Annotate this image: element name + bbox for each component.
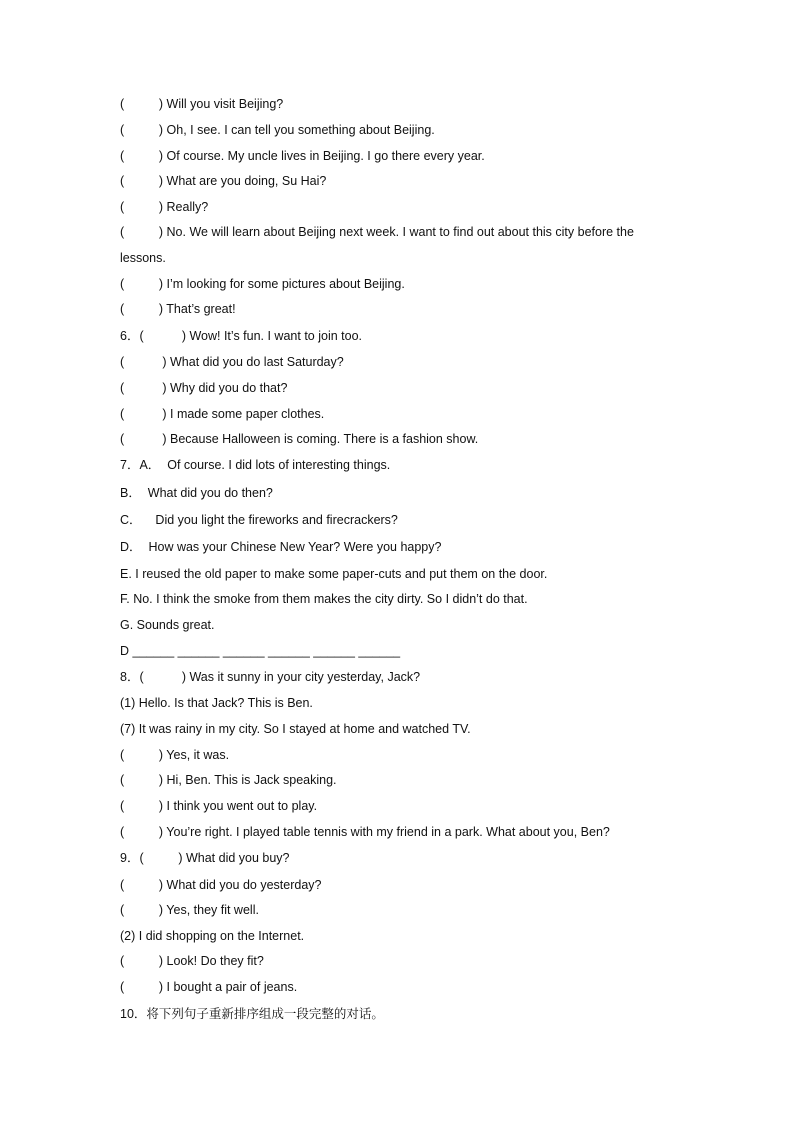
q7-option-b: B． What did you do then? bbox=[120, 486, 273, 500]
q6-line-2: ( ) What did you do last Saturday? bbox=[120, 355, 344, 369]
q8-line-6: ( ) I think you went out to play. bbox=[120, 799, 318, 813]
q5-line-1: ( ) Will you visit Beijing? bbox=[120, 97, 284, 111]
q8-line-7: ( ) You’re right. I played table tennis with my friend in a park. What about you, Ben? bbox=[120, 825, 610, 839]
q5-line-2: ( ) Oh, I see. I can tell you something about Beijing. bbox=[120, 123, 435, 137]
q5-line-4: ( ) What are you doing, Su Hai? bbox=[120, 174, 327, 188]
q7-option-g: G. Sounds great. bbox=[120, 618, 215, 632]
q6-line-1: 6．( ) Wow! It’s fun. I want to join too. bbox=[120, 329, 362, 343]
q9-line-1: 9．( ) What did you buy? bbox=[120, 851, 290, 865]
q5-line-5: ( ) Really? bbox=[120, 200, 209, 214]
q5-line-7: ( ) I’m looking for some pictures about Beijing. bbox=[120, 277, 405, 291]
q9-line-2: ( ) What did you do yesterday? bbox=[120, 878, 322, 892]
q9-line-5: ( ) Look! Do they fit? bbox=[120, 954, 264, 968]
q9-line-6: ( ) I bought a pair of jeans. bbox=[120, 980, 298, 994]
q5-line-6-cont: lessons. bbox=[120, 251, 166, 265]
q5-line-6: ( ) No. We will learn about Beijing next week. I want to find out about this city before the bbox=[120, 225, 634, 239]
q6-line-5: ( ) Because Halloween is coming. There is a fashion show. bbox=[120, 432, 479, 446]
q7-answer-blanks: D ______ ______ ______ ______ ______ ______ bbox=[120, 644, 401, 658]
q7-option-d: D． How was your Chinese New Year? Were you happy? bbox=[120, 540, 442, 554]
q5-line-3: ( ) Of course. My uncle lives in Beijing. I go there every year. bbox=[120, 149, 485, 163]
q9-line-4: (2) I did shopping on the Internet. bbox=[120, 929, 305, 943]
q8-line-4: ( ) Yes, it was. bbox=[120, 748, 230, 762]
q5-line-8: ( ) That’s great! bbox=[120, 302, 236, 316]
q6-line-3: ( ) Why did you do that? bbox=[120, 381, 288, 395]
q7-option-a: 7．A． Of course. I did lots of interesting things. bbox=[120, 458, 391, 472]
q10-instruction: 10．将下列句子重新排序组成一段完整的对话。 bbox=[120, 1007, 384, 1021]
q9-line-3: ( ) Yes, they fit well. bbox=[120, 903, 259, 917]
q8-line-5: ( ) Hi, Ben. This is Jack speaking. bbox=[120, 773, 337, 787]
q8-line-2: (1) Hello. Is that Jack? This is Ben. bbox=[120, 696, 313, 710]
q7-option-e: E. I reused the old paper to make some paper-cuts and put them on the door. bbox=[120, 567, 548, 581]
q7-option-c: C． Did you light the fireworks and firecrackers? bbox=[120, 513, 398, 527]
q8-line-1: 8．( ) Was it sunny in your city yesterday, Jack? bbox=[120, 670, 421, 684]
q7-option-f: F. No. I think the smoke from them makes the city dirty. So I didn’t do that. bbox=[120, 592, 528, 606]
q6-line-4: ( ) I made some paper clothes. bbox=[120, 407, 325, 421]
q8-line-3: (7) It was rainy in my city. So I stayed at home and watched TV. bbox=[120, 722, 471, 736]
